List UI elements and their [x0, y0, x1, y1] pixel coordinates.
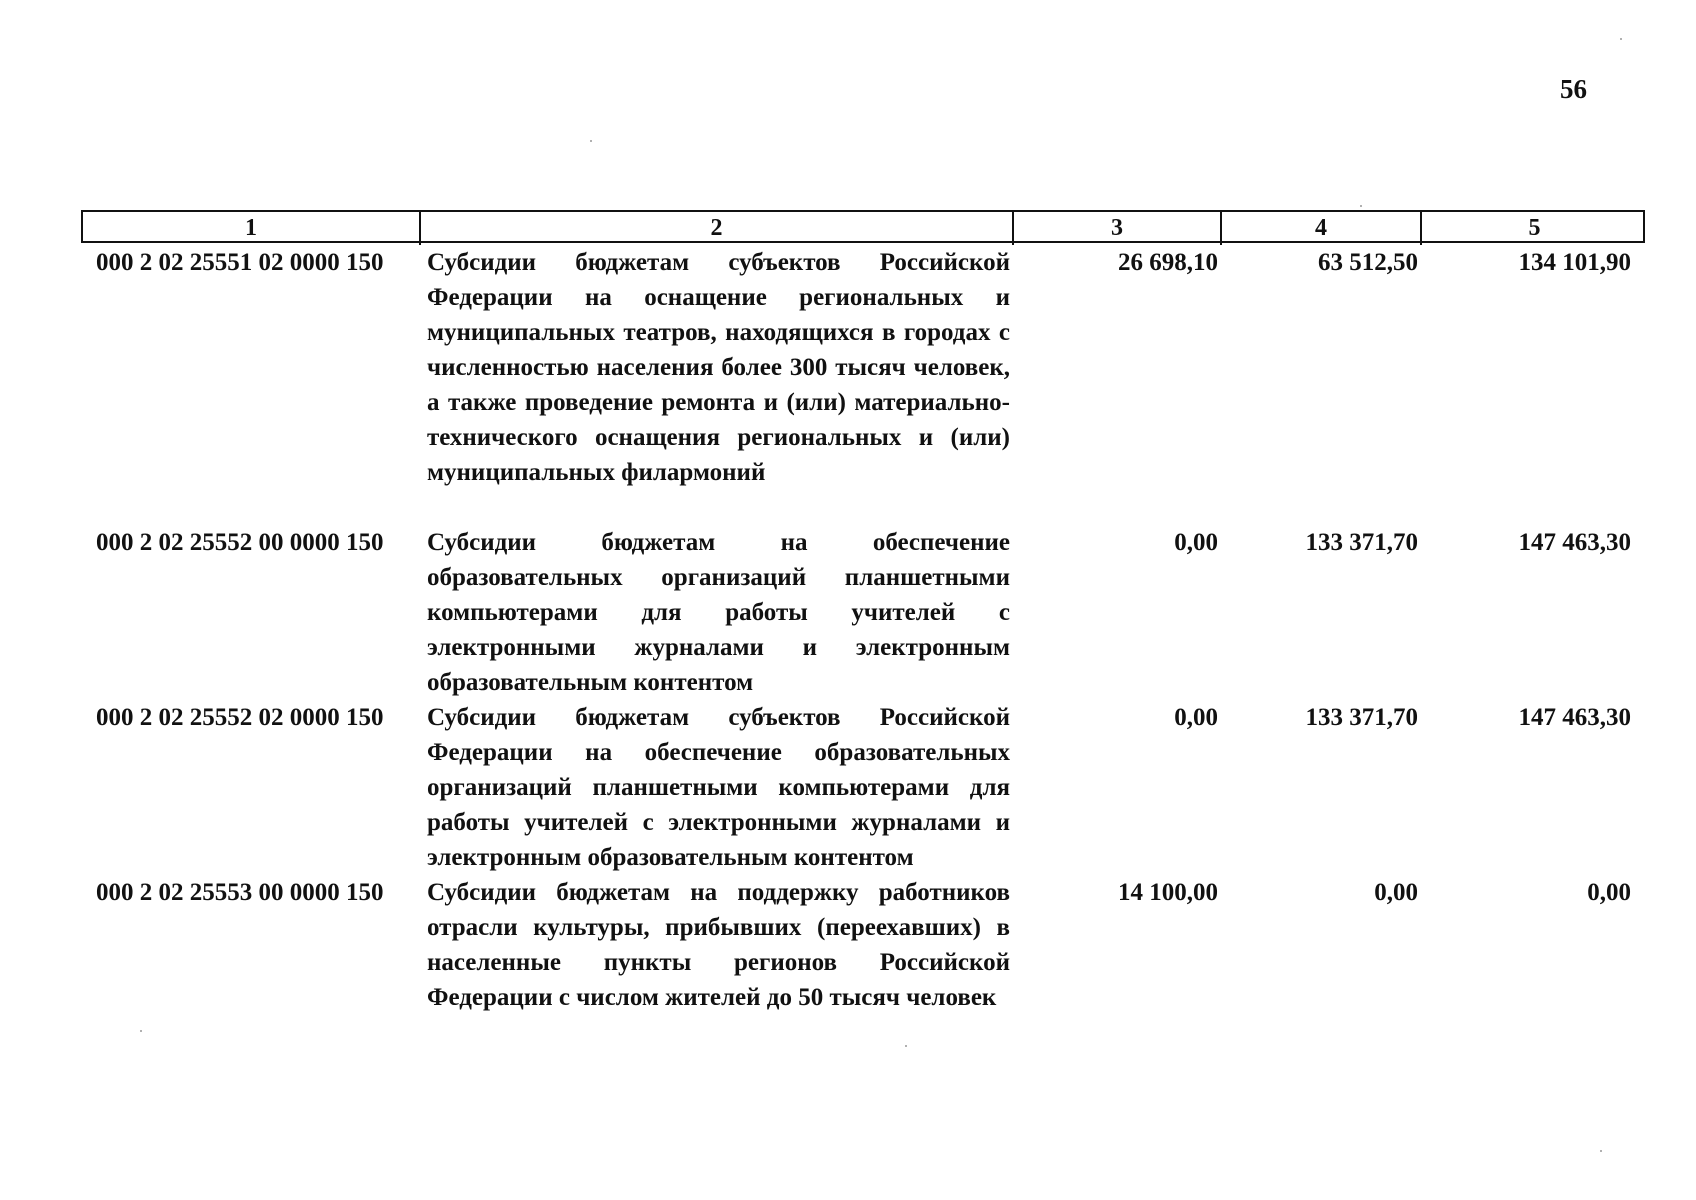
scan-speck	[905, 1045, 907, 1047]
budget-table	[81, 210, 1645, 1048]
row-value-col3: 26 698,10	[1118, 249, 1218, 276]
scan-speck	[590, 140, 592, 142]
table-row	[81, 873, 1645, 1048]
row-code: 000 2 02 25552 00 0000 150	[96, 529, 384, 556]
row-description: Субсидии бюджетам субъектов Российской Федерации на оснащение региональных и муниципальных театров, находящихся в городах с численностью населения более 300 тысяч человек, а также проведение ремонта и (или) материально-технического оснащения региональных и (или) муниципальных филармоний	[427, 249, 1010, 486]
scan-speck	[1600, 1150, 1602, 1152]
row-value-col4: 133 371,70	[1305, 704, 1418, 731]
row-description: Субсидии бюджетам на обеспечение образовательных организаций планшетными компьютерами для работы учителей с электронными журналами и электронным образовательным контентом	[427, 529, 1010, 696]
header-col-5: 5	[1528, 215, 1541, 241]
row-code: 000 2 02 25553 00 0000 150	[96, 879, 384, 906]
row-description: Субсидии бюджетам на поддержку работников отрасли культуры, прибывших (переехавших) в населенные пункты регионов Российской Федерации с числом жителей до 50 тысяч человек	[427, 879, 1010, 1011]
page-number: 56	[1560, 74, 1587, 104]
row-value-col5: 147 463,30	[1518, 529, 1631, 556]
header-col-4: 4	[1222, 212, 1422, 245]
row-value-col4: 63 512,50	[1318, 249, 1418, 276]
header-col-2: 2	[421, 212, 1014, 245]
scan-speck	[1360, 205, 1362, 207]
row-code: 000 2 02 25551 02 0000 150	[96, 249, 384, 276]
header-col-3: 3	[1014, 212, 1222, 245]
row-value-col5: 134 101,90	[1518, 249, 1631, 276]
row-value-col5: 147 463,30	[1518, 704, 1631, 731]
table-header-row	[81, 210, 1645, 243]
row-code: 000 2 02 25552 02 0000 150	[96, 704, 384, 731]
table-row	[81, 523, 1645, 698]
row-description: Субсидии бюджетам субъектов Российской Федерации на обеспечение образовательных организаций планшетными компьютерами для работы учителей с электронными журналами и электронным образовательным контентом	[427, 704, 1010, 871]
header-col-1: 1	[83, 212, 421, 245]
row-value-col3: 0,00	[1174, 529, 1218, 556]
row-value-col3: 14 100,00	[1118, 879, 1218, 906]
row-value-col4: 0,00	[1374, 879, 1418, 906]
scan-speck	[1620, 38, 1622, 40]
scan-speck	[140, 1030, 142, 1032]
row-value-col5: 0,00	[1587, 879, 1631, 906]
table-row	[81, 243, 1645, 523]
table-row	[81, 698, 1645, 873]
row-value-col4: 133 371,70	[1305, 529, 1418, 556]
row-value-col3: 0,00	[1174, 704, 1218, 731]
